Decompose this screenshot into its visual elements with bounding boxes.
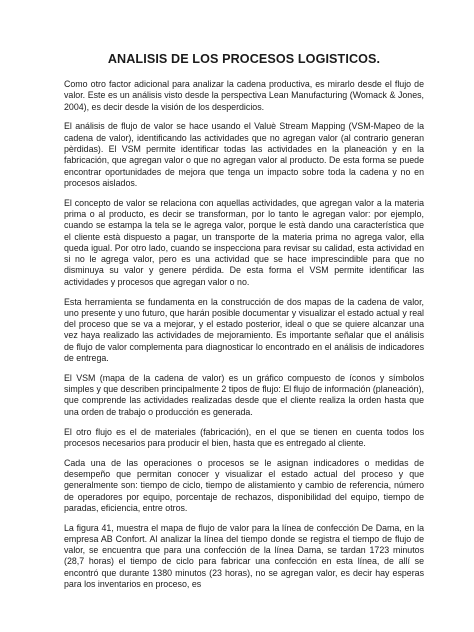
paragraph-value-concept: El concepto de valor se relaciona con aquellas actividades, que agregan valor a la materia prima o al producto, es decir se transforman, por lo tanto le agregan valor: por ejemplo, cuando se estampa la tela se le agrega valor, porque le està dando una característica que el cliente està dispuesto a pagar, un transporte de la materia prima no agrega valor, ella queda igual. Por otro lado, cuando se inspecciona para revisar su calidad, esta actividad en si no le agrega valor, pero es una actividad que se hace imprescindible para que no disminuya su valor y genere pérdida. De esta forma el VSM permite identificar las actividades y procesos que agregan valor o no. <box>64 197 424 287</box>
document-title: ANALISIS DE LOS PROCESOS LOGISTICOS. <box>107 52 381 66</box>
paragraph-tool-maps: Esta herramienta se fundamenta en la construcción de dos mapas de la cadena de valor, uno presente y uno futuro, que harán posible documentar y visualizar el estado actual y real del proceso que se va a mejorar, y el estado posterior, ideal o que se quiere alcanzar una vez haya realizado las actividades de mejoramiento. Es importante señalar que el análisis de flujo de valor complementa para diagnosticar lo encontrado en el análisis de indicadores de entrega. <box>64 296 424 364</box>
paragraph-indicators: Cada una de las operaciones o procesos se le asignan indicadores o medidas de desempeño que permitan conocer y visualizar el estado actual del proceso y que generalmente son: tiempo de ciclo, tiempo de alistamiento y cambio de referencia, número de operadores por equipo, porcentaje de rechazos, disponibilidad del equipo, tiempo de paradas, eficiencia, entre otros. <box>64 457 424 513</box>
paragraph-intro: Como otro factor adicional para analizar la cadena productiva, es mirarlo desde el flujo de valor. Este es un análisis visto desde la perspectiva Lean Manufacturing (Womack & Jones, 2004), es decir desde la visión de los desperdicios. <box>64 79 424 112</box>
paragraph-figure-41: La figura 41, muestra el mapa de flujo de valor para la línea de confección De Dama, en la empresa AB Confort. Al analizar la línea del tiempo donde se registra el tiempo de flujo de valor, se encuentra que para una confección de la línea Dama, se tardan 1723 minutos (28,7 horas) el tiempo de ciclo para fabricar una confección en esta línea, de allí se encontró que durante 1380 minutos (23 horas), no se agregan valor, es decir hay esperas para los inventarios en proceso, es <box>64 522 424 590</box>
paragraph-vsm-analysis: El análisis de flujo de valor se hace usando el Valuè Stream Mapping (VSM-Mapeo de la cadena de valor), identificando las actividades que no agregan valor (al contrario generan pèrdidas). El VSM permite identificar todas las actividades en la planeación y en la fabricación, que agregan valor o que no agregan valor al producto. De esta forma se puede encontrar oportunidades de mejora que tenga un impacto sobre toda la cadena y no en procesos aislados. <box>64 121 424 188</box>
paragraph-vsm-definition: El VSM (mapa de la cadena de valor) es un gráfico compuesto de íconos y símbolos simples y que describen principalmente 2 tipos de flujo: El flujo de información (planeación), que comprende las actividades realizadas desde que el cliente realiza la orden hasta que una orden de trabajo o producción es generada. <box>64 372 424 417</box>
paragraph-material-flow: El otro flujo es el de materiales (fabricación), en el que se tienen en cuenta todos los procesos necesarios para producir el bien, hasta que es entregado al cliente. <box>64 426 424 448</box>
